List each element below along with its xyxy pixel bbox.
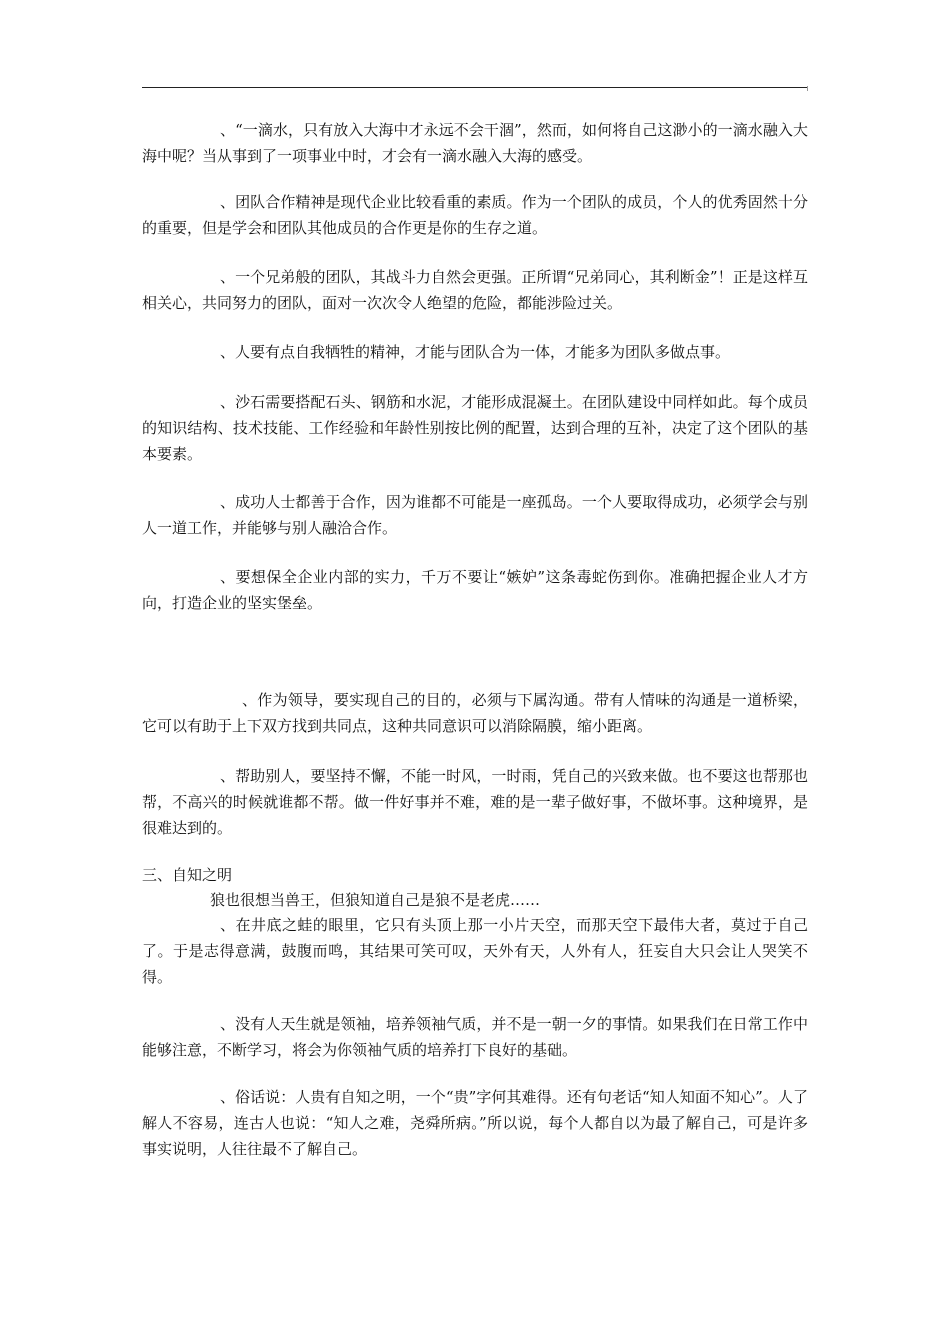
section-paragraph-3: 、俗话说：人贵有自知之明，一个“贵”字何其难得。还有句老话“知人知面不知心”。人了解人不容易，连古人也说：“知人之难，尧舜所病。”所以说，每个人都自以为最了解自己，可是许多事实说明，人往往最不了解自己。	[142, 1088, 808, 1158]
paragraph-3: 、一个兄弟般的团队，其战斗力自然会更强。正所谓“兄弟同心，其利断金”！正是这样互相关心，共同努力的团队，面对一次次令人绝望的危险，都能涉险过关。	[142, 268, 808, 312]
paragraph-8: 、作为领导，要实现自己的目的，必须与下属沟通。带有人情味的沟通是一道桥梁，它可以有助于上下双方找到共同点，这种共同意识可以消除隔膜，缩小距离。	[142, 691, 808, 735]
paragraph-9: 、帮助别人，要坚持不懈，不能一时风，一时雨，凭自己的兴致来做。也不要这也帮那也帮，不高兴的时候就谁都不帮。做一件好事并不难，难的是一辈子做好事，不做坏事。这种境界，是很难达到的。	[142, 767, 808, 837]
section-paragraph-2: 、没有人天生就是领袖，培养领袖气质，并不是一朝一夕的事情。如果我们在日常工作中能够注意，不断学习，将会为你领袖气质的培养打下良好的基础。	[142, 1015, 808, 1059]
section-heading: 三、自知之明	[142, 866, 233, 884]
paragraph-5: 、沙石需要搭配石头、钢筋和水泥，才能形成混凝土。在团队建设中同样如此。每个成员的知识结构、技术技能、工作经验和年龄性别按比例的配置，达到合理的互补，决定了这个团队的基本要素。	[142, 393, 808, 463]
paragraph-1: 、“一滴水，只有放入大海中才永远不会干涸”，然而，如何将自己这渺小的一滴水融入大海中呢？当从事到了一项事业中时，才会有一滴水融入大海的感受。	[142, 121, 808, 165]
paragraph-4: 、人要有点自我牺牲的精神，才能与团队合为一体，才能多为团队多做点事。	[220, 343, 731, 361]
paragraph-6: 、成功人士都善于合作，因为谁都不可能是一座孤岛。一个人要取得成功，必须学会与别人一道工作，并能够与别人融洽合作。	[142, 493, 808, 537]
header-rule-tick	[807, 86, 808, 91]
paragraph-2: 、团队合作精神是现代企业比较看重的素质。作为一个团队的成员，个人的优秀固然十分的重要，但是学会和团队其他成员的合作更是你的生存之道。	[142, 193, 808, 237]
paragraph-7: 、要想保全企业内部的实力，千万不要让“嫉妒”这条毒蛇伤到你。准确把握企业人才方向，打造企业的坚实堡垒。	[142, 568, 808, 612]
section-intro: 狼也很想当兽王，但狼知道自己是狼不是老虎……	[210, 891, 541, 909]
section-paragraph-1: 、在井底之蛙的眼里，它只有头顶上那一小片天空，而那天空下最伟大者，莫过于自己了。于是志得意满，鼓腹而鸣，其结果可笑可叹，天外有天，人外有人，狂妄自大只会让人哭笑不得。	[142, 916, 808, 986]
header-rule	[142, 87, 808, 88]
